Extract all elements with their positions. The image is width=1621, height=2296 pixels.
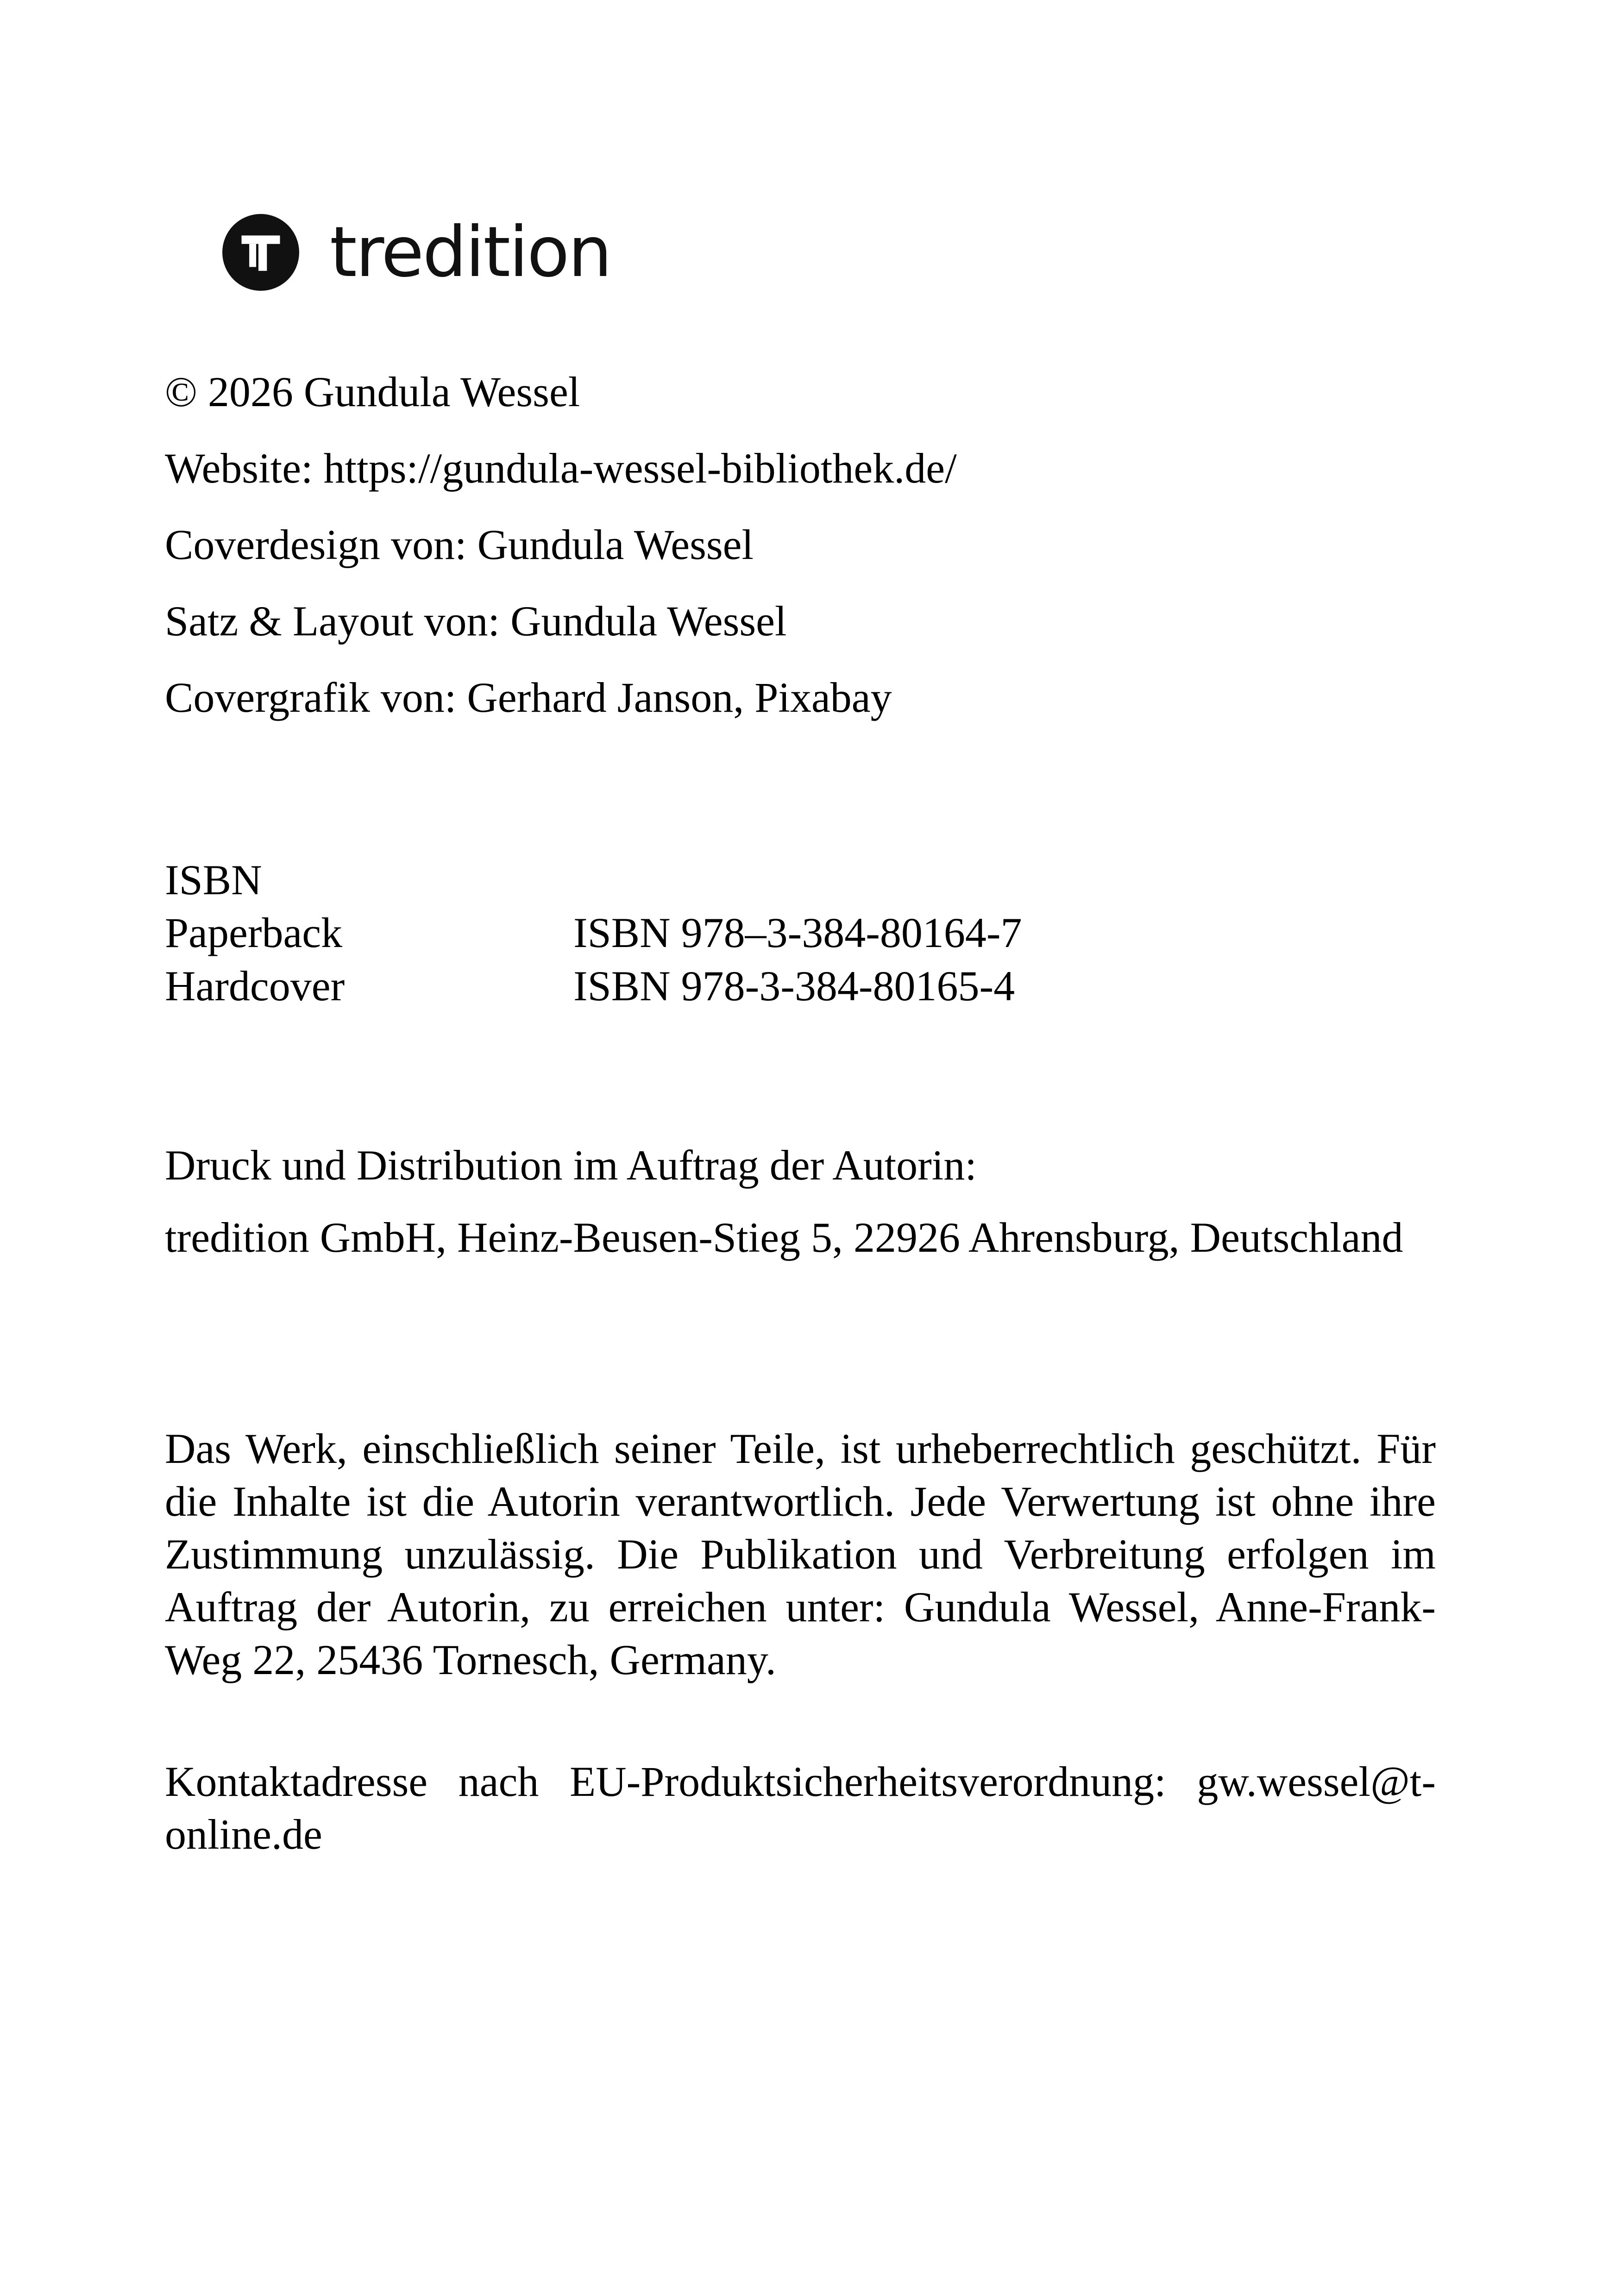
tredition-t-logo-icon — [222, 214, 299, 291]
cover-graphic-line: Covergrafik von: Gerhard Janson, Pixabay — [165, 674, 892, 721]
publisher-name: tredition — [330, 212, 611, 293]
typesetting-line: Satz & Layout von: Gundula Wessel — [165, 597, 787, 645]
isbn-format-hardcover: Hardcover — [165, 962, 345, 1010]
website-line: Website: https://gundula-wessel-bibliothek.de/ — [165, 445, 957, 492]
copyright-line: © 2026 Gundula Wessel — [165, 368, 580, 415]
isbn-number-paperback: ISBN 978–3-384-80164-7 — [573, 909, 1022, 956]
product-safety-contact: Kontaktadresse nach EU-Produktsicherheitsverordnung: gw.wessel@t-online.de — [165, 1758, 1436, 1858]
cover-design-line: Coverdesign von: Gundula Wessel — [165, 521, 754, 568]
publisher-logo — [222, 208, 611, 296]
isbn-format-paperback: Paperback — [165, 909, 343, 956]
distribution-address: tredition GmbH, Heinz-Beusen-Stieg 5, 22926 Ahrensburg, Deutschland — [165, 1214, 1403, 1261]
isbn-number-hardcover: ISBN 978-3-384-80165-4 — [573, 962, 1015, 1010]
isbn-heading: ISBN — [165, 856, 262, 903]
legal-notice: Das Werk, einschließlich seiner Teile, ist urheberrechtlich geschützt. Für die Inhalte ist die Autorin verantwortlich. Jede Verwertung ist ohne ihre Zustimmung unzulässig. Die Publikation und Verbreitung erfolgen im Auftrag der Autorin, zu erreichen unter: Gundula Wessel, Anne-Frank-Weg 22, 25436 Tornesch, Germany. — [165, 1425, 1436, 1683]
distribution-heading: Druck und Distribution im Auftrag der Autorin: — [165, 1142, 977, 1189]
